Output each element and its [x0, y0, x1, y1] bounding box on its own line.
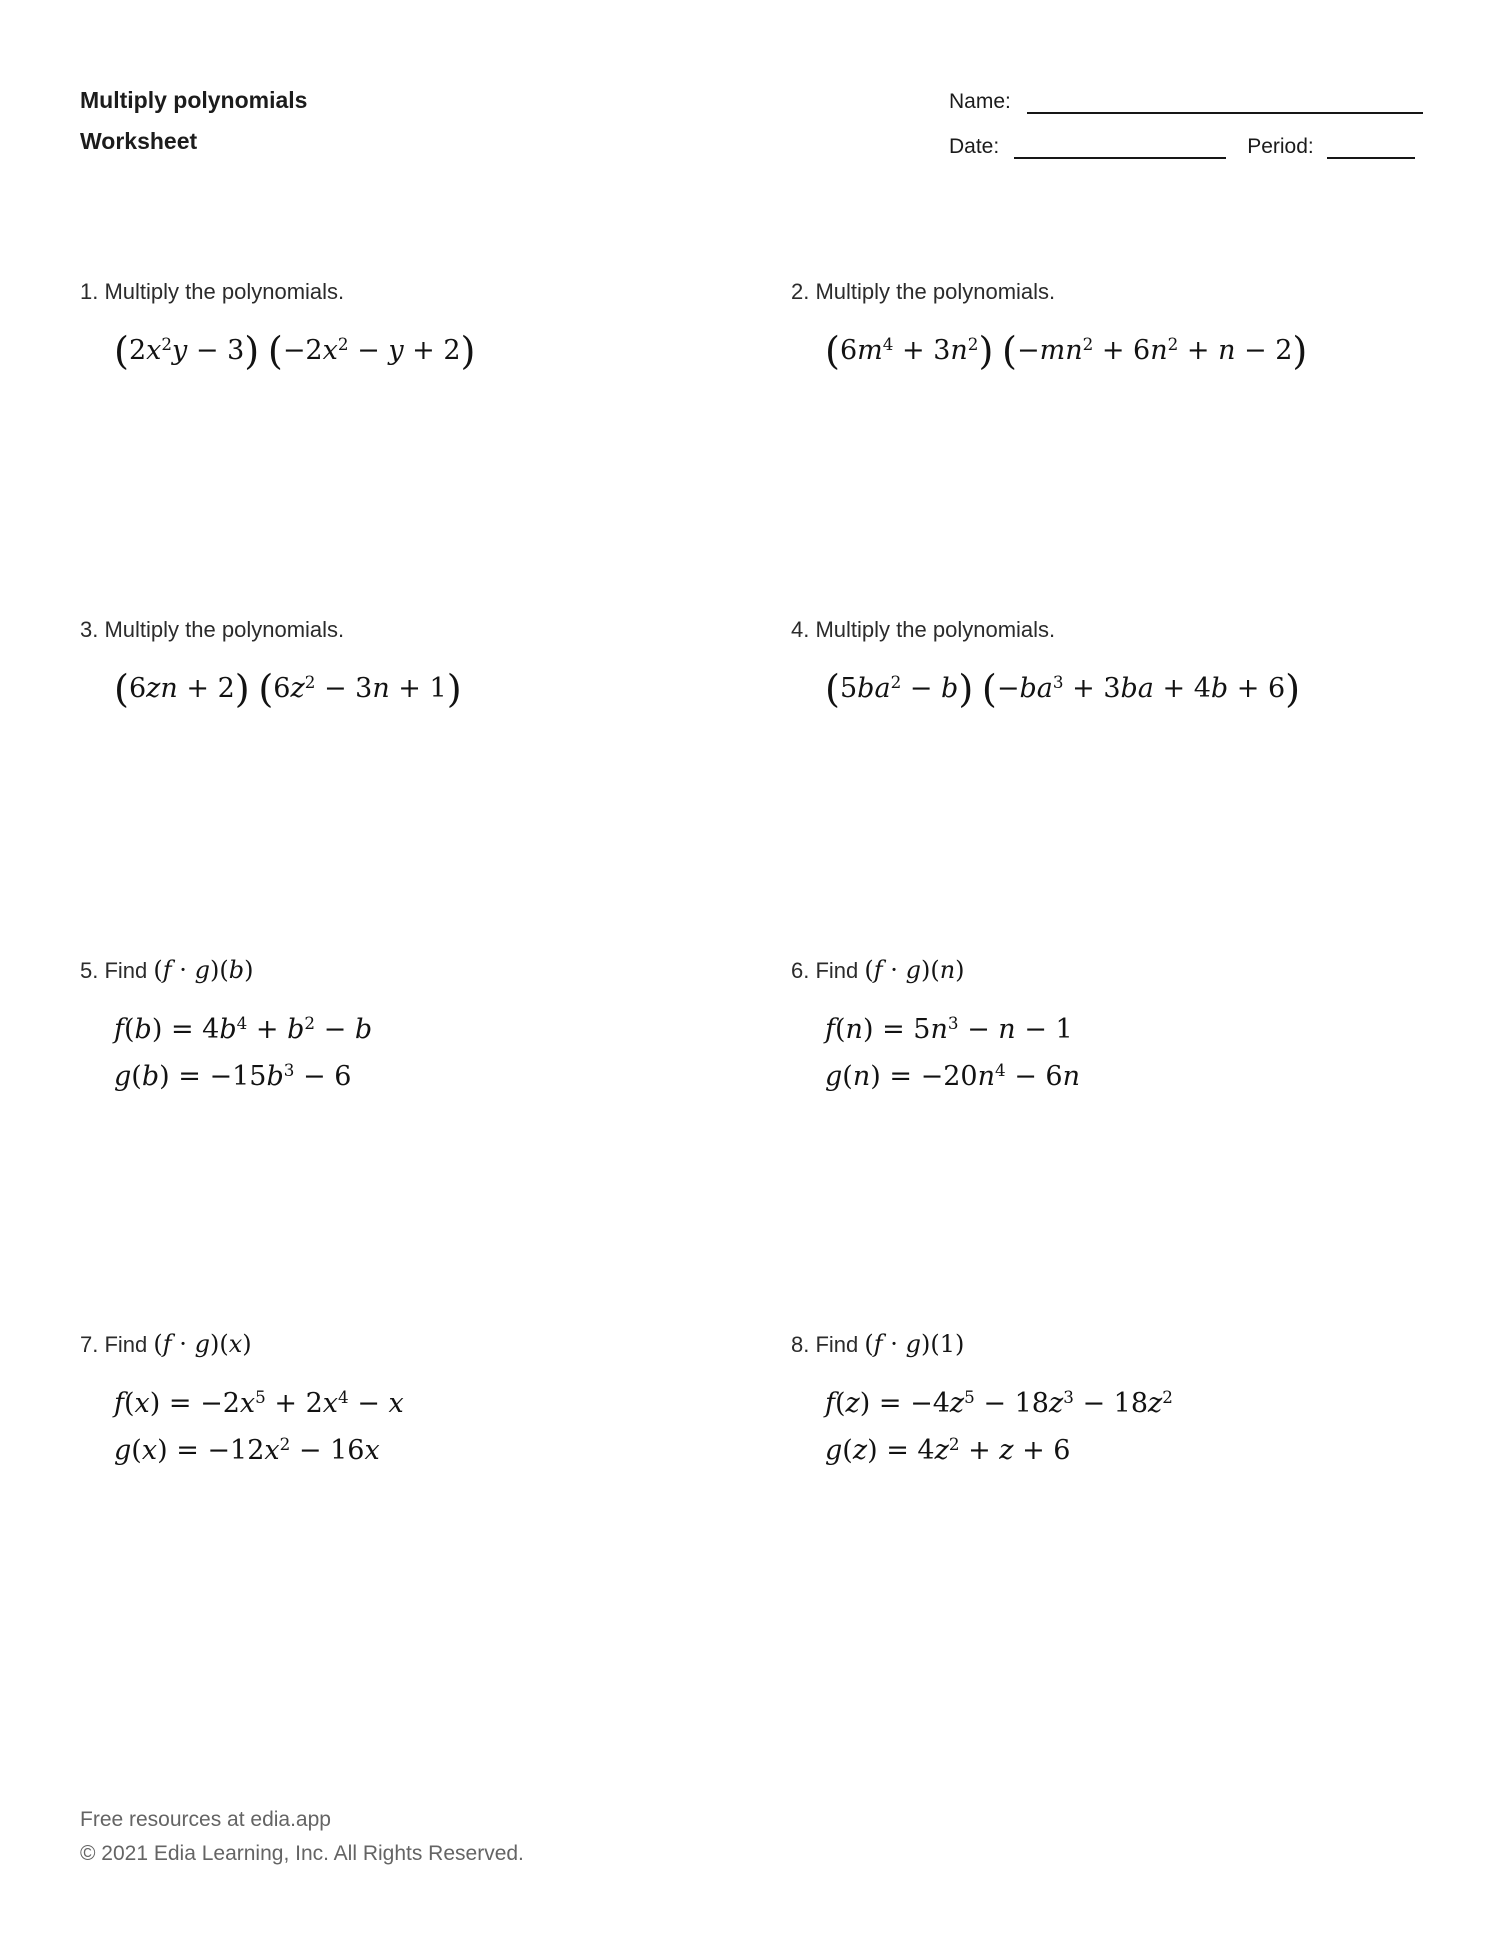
math-expression: $f(n) = 5n^3 - n - 1$ — [825, 1012, 1073, 1045]
math-expression: $f(b) = 4b^4 + b^2 - b$ — [114, 1012, 373, 1045]
math-expression: $f(z) = -4z^5 - 18z^3 - 18z^2$ — [825, 1386, 1173, 1419]
problem-prompt-line — [791, 280, 1440, 304]
name-field-row — [949, 90, 1423, 114]
problem-expressions — [80, 1006, 791, 1100]
problem-expressions — [791, 1380, 1440, 1474]
math-expression: (6zn + 2) $(6z^2 - 3n + 1)$ — [114, 666, 462, 712]
problem-expressions — [80, 665, 791, 712]
math-expression: $g(z) = 4z^2 + z + 6$ — [825, 1433, 1071, 1466]
problem-prompt: Find — [815, 1332, 859, 1357]
worksheet-title: Multiply polynomials — [80, 87, 308, 113]
problem-expressions — [80, 1380, 791, 1474]
problem-number: 3. — [80, 617, 99, 642]
problem-prompt: Multiply the polynomials. — [104, 617, 345, 642]
problem — [80, 618, 791, 712]
problem-prompt: Multiply the polynomials. — [104, 279, 345, 304]
problem-number: 7. — [80, 1332, 99, 1357]
problem-prompt: Find — [104, 1332, 148, 1357]
date-blank-line[interactable] — [1014, 137, 1226, 159]
problem-prompt-line — [80, 958, 791, 983]
math-expression: $g(b) = -15b^3 - 6$ — [114, 1059, 352, 1092]
name-blank-line[interactable] — [1027, 92, 1423, 114]
math-expression: $(5ba^2 - b) (-ba^3 + 3ba + 4b + 6)$ — [825, 666, 1301, 712]
footer-resources-text: Free resources at edia.app — [80, 1808, 331, 1831]
problem-prompt: Multiply the polynomials. — [815, 617, 1056, 642]
problem-prompt: Find — [815, 958, 859, 983]
problem-prompt: Multiply the polynomials. — [815, 279, 1056, 304]
math-expression: $g(x) = -12x^2 - 16x$ — [114, 1433, 380, 1466]
problem-prompt: Find — [104, 958, 148, 983]
problem-prompt-math: (f · g)(x) — [153, 1330, 252, 1358]
math-expression: $(6m^4 + 3n^2) (-mn^2 + 6n^2 + n - 2)$ — [825, 328, 1308, 374]
problem — [791, 618, 1440, 712]
problem-number: 4. — [791, 617, 810, 642]
math-expression: $(2x^2y - 3) (-2x^2 - y + 2)$ — [114, 328, 476, 374]
problem-prompt-line — [791, 618, 1440, 642]
problem — [80, 1332, 791, 1474]
period-label: Period: — [1247, 135, 1314, 158]
problem-number: 2. — [791, 279, 810, 304]
problem-prompt-line — [791, 1332, 1440, 1357]
math-expression: $g(n) = -20n^4 - 6n$ — [825, 1059, 1080, 1092]
problem-number: 6. — [791, 958, 810, 983]
problem — [80, 958, 791, 1100]
problem-number: 5. — [80, 958, 99, 983]
problem — [791, 958, 1440, 1100]
problem — [791, 1332, 1440, 1474]
problem-prompt-line — [80, 618, 791, 642]
problems-grid — [80, 280, 1440, 1474]
problem-expressions — [791, 665, 1440, 712]
problem-prompt-line — [80, 1332, 791, 1357]
worksheet-subtitle: Worksheet — [80, 128, 198, 154]
problem — [791, 280, 1440, 374]
problem-prompt-math: (f · g)(1) — [864, 1330, 965, 1358]
math-expression: $f(x) = -2x^5 + 2x^4 - x$ — [114, 1386, 404, 1419]
problem-prompt-line — [791, 958, 1440, 983]
problem-prompt-line — [80, 280, 791, 304]
page-footer — [80, 1803, 524, 1871]
problem-expressions — [791, 1006, 1440, 1100]
problem-expressions — [80, 327, 791, 374]
problem-number: 8. — [791, 1332, 810, 1357]
date-period-field-row — [949, 135, 1423, 159]
problem-prompt-math: (f · g)(n) — [864, 956, 965, 984]
name-label: Name: — [949, 90, 1011, 113]
problem — [80, 280, 791, 374]
worksheet-title-block — [80, 80, 307, 162]
problem-number: 1. — [80, 279, 99, 304]
period-blank-line[interactable] — [1327, 137, 1415, 159]
problem-expressions — [791, 327, 1440, 374]
problem-prompt-math: (f · g)(b) — [153, 956, 254, 984]
student-fields — [949, 90, 1423, 159]
date-label: Date: — [949, 135, 1000, 158]
footer-copyright-text: © 2021 Edia Learning, Inc. All Rights Reserved. — [80, 1842, 524, 1865]
